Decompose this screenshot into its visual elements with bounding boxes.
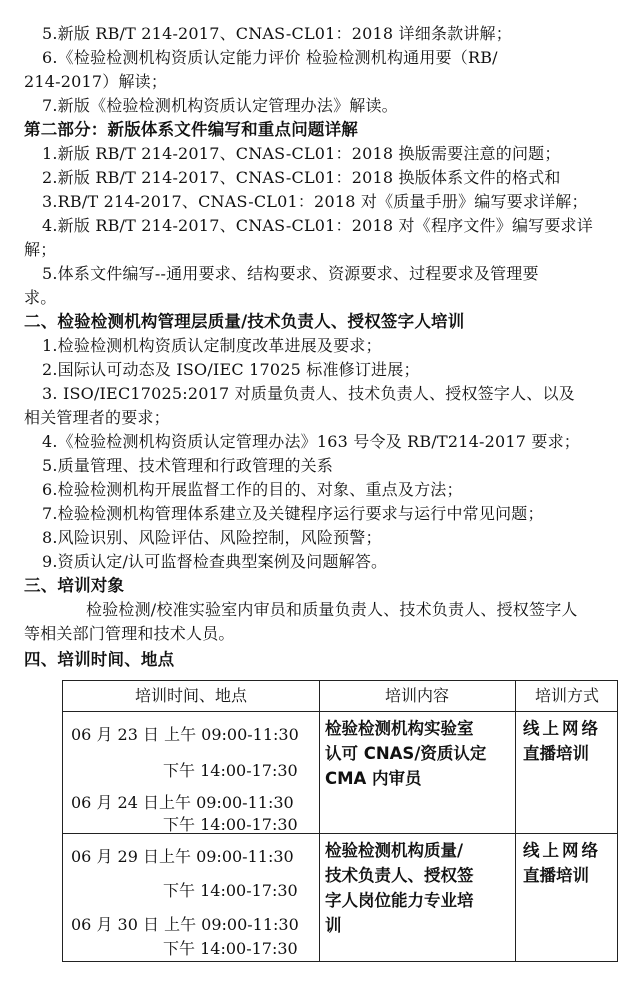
time-slot: 下午 14:00-17:30 [163,761,298,780]
content-line: CMA 内审员 [325,769,422,788]
content-line: 字人岗位能力专业培 [325,891,474,910]
header-time: 培训时间、地点 [134,686,247,705]
text-line: 8.风险识别、风险评估、风险控制，风险预警； [42,528,382,547]
text-line: 1.新版 RB/T 214-2017、CNAS-CL01：2018 换版需要注意的问题； [42,144,561,163]
content-line: 技术负责人、授权签 [325,866,474,885]
section-heading: 第二部分：新版体系文件编写和重点问题详解 [24,120,358,139]
content-line: 训 [325,916,342,935]
time-slot: 06 月 30 日 上午 09:00-11:30 [71,915,299,934]
section-heading: 二、检验检测机构管理层质量/技术负责人、授权签字人培训 [24,312,465,331]
text-line: 7.新版《检验检测机构资质认定管理办法》解读。 [42,96,398,115]
content-line: 认可 CNAS/资质认定 [325,744,487,763]
text-line: 2.新版 RB/T 214-2017、CNAS-CL01：2018 换版体系文件的格式和 [42,168,561,187]
content-line: 检验检测机构质量/ [325,841,464,860]
text-line: 检验检测/校准实验室内审员和质量负责人、技术负责人、授权签字人 [86,600,578,619]
text-line: 6.检验检测机构开展监督工作的目的、对象、重点及方法； [42,480,463,499]
time-slot: 06 月 29 日上午 09:00-11:30 [71,847,294,866]
text-line: 2.国际认可动态及 ISO/IEC 17025 标准修订进展； [42,360,420,379]
text-line: 5.体系文件编写--通用要求、结构要求、资源要求、过程要求及管理要 [42,264,539,283]
text-line: 9.资质认定/认可监督检查典型案例及问题解答。 [42,552,388,571]
time-slot: 下午 14:00-17:30 [163,815,298,834]
content-line: 检验检测机构实验室 [325,719,474,738]
text-line: 6.《检验检测机构资质认定能力评价 检验检测机构通用要（RB/ [42,48,498,67]
row-divider [63,711,617,712]
text-line: 解； [24,240,57,259]
mode-line: 线上网络 [523,841,601,860]
mode-line: 线上网络 [523,719,601,738]
text-line: 等相关部门管理和技术人员。 [24,624,235,643]
column-divider [319,681,320,961]
time-slot: 下午 14:00-17:30 [163,939,298,958]
mode-line: 直播培训 [523,866,589,885]
text-line: 7.检验检测机构管理体系建立及关键程序运行要求与运行中常见问题； [42,504,544,523]
section-heading: 四、培训时间、地点 [24,650,175,669]
time-slot: 下午 14:00-17:30 [163,881,298,900]
time-slot: 06 月 24 日上午 09:00-11:30 [71,793,294,812]
text-line: 4.《检验检测机构资质认定管理办法》163 号令及 RB/T214-2017 要求； [42,432,580,451]
row-divider [63,833,617,834]
text-line: 相关管理者的要求； [24,408,170,427]
mode-line: 直播培训 [523,744,589,763]
schedule-table [62,680,618,962]
header-mode: 培训方式 [534,686,599,705]
text-line: 1.检验检测机构资质认定制度改革进展及要求； [42,336,382,355]
text-line: 3. ISO/IEC17025:2017 对质量负责人、技术负责人、授权签字人、以及 [42,384,575,403]
text-line: 214-2017）解读； [24,72,168,91]
text-line: 3.RB/T 214-2017、CNAS-CL01：2018 对《质量手册》编写要求详解； [42,192,588,211]
section-heading: 三、培训对象 [24,576,125,595]
header-content: 培训内容 [384,686,449,705]
text-line: 4.新版 RB/T 214-2017、CNAS-CL01：2018 对《程序文件》编写要求详 [42,216,593,235]
text-line: 5.新版 RB/T 214-2017、CNAS-CL01：2018 详细条款讲解； [42,24,512,43]
column-divider [515,681,516,961]
text-line: 5.质量管理、技术管理和行政管理的关系 [42,456,334,475]
text-line: 求。 [24,288,57,307]
time-slot: 06 月 23 日 上午 09:00-11:30 [71,725,299,744]
